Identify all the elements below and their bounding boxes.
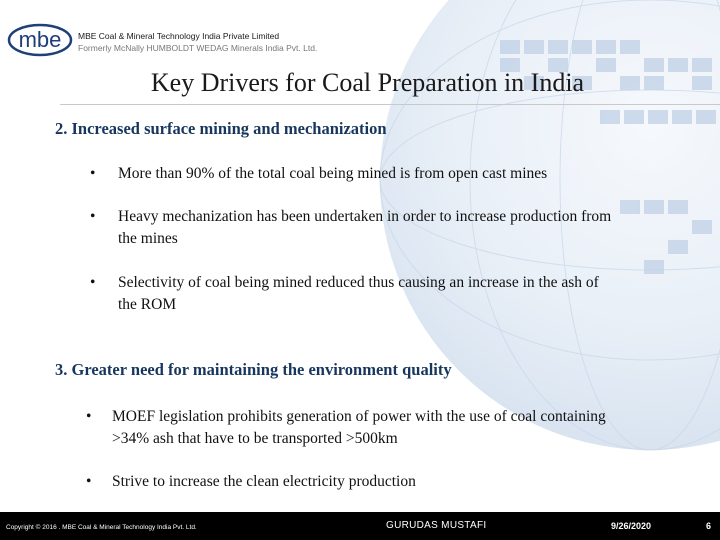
slide-title: Key Drivers for Coal Preparation in India <box>150 68 585 97</box>
bullet-text: More than 90% of the total coal being mined is from open cast mines <box>118 165 548 182</box>
company-name: MBE Coal & Mineral Technology India Private Limited <box>78 31 280 41</box>
bullet-marker: • <box>86 473 92 490</box>
footer-bar <box>0 512 720 540</box>
company-block <box>78 30 317 54</box>
bullet-marker: • <box>90 165 96 182</box>
bullet-text-line-1: Heavy mechanization has been undertaken in order to increase production from <box>118 208 612 225</box>
bullet-text-line-1: MOEF legislation prohibits generation of power with the use of coal containing <box>112 408 606 425</box>
bullet-open-cast <box>90 163 700 187</box>
company-former-name: Formerly McNally HUMBOLDT WEDAG Minerals India Pvt. Ltd. <box>78 43 318 53</box>
bullet-marker: • <box>86 408 92 425</box>
mbe-logo <box>6 22 74 58</box>
bullet-text-line-1: Selectivity of coal being mined reduced thus causing an increase in the ash of <box>118 274 599 291</box>
logo-text: mbe <box>18 27 62 52</box>
bullet-text-line-2: >34% ash that have to be transported >500km <box>112 430 398 447</box>
bullet-text-line-2: the ROM <box>118 296 177 313</box>
section-heading-mining: 2. Increased surface mining and mechanization <box>55 119 387 138</box>
bullet-marker: • <box>90 208 96 225</box>
section-heading-environment: 3. Greater need for maintaining the environment quality <box>55 360 452 379</box>
footer-copyright: Copyright © 2016 . MBE Coal & Mineral Technology India Pvt. Ltd. <box>6 524 197 531</box>
footer-date: 9/26/2020 <box>611 521 652 531</box>
bullet-text-line-2: the mines <box>118 230 178 247</box>
footer-page-number: 6 <box>706 521 712 531</box>
bullet-marker: • <box>90 274 96 291</box>
bullet-text: Strive to increase the clean electricity production <box>112 473 416 490</box>
bullet-moef-legislation <box>86 406 706 452</box>
title-divider <box>60 104 720 105</box>
footer-author: GURUDAS MUSTAFI <box>386 520 487 531</box>
bullet-clean-electricity <box>86 471 706 495</box>
bullet-mechanization <box>90 206 700 252</box>
bullet-selectivity <box>90 272 700 318</box>
